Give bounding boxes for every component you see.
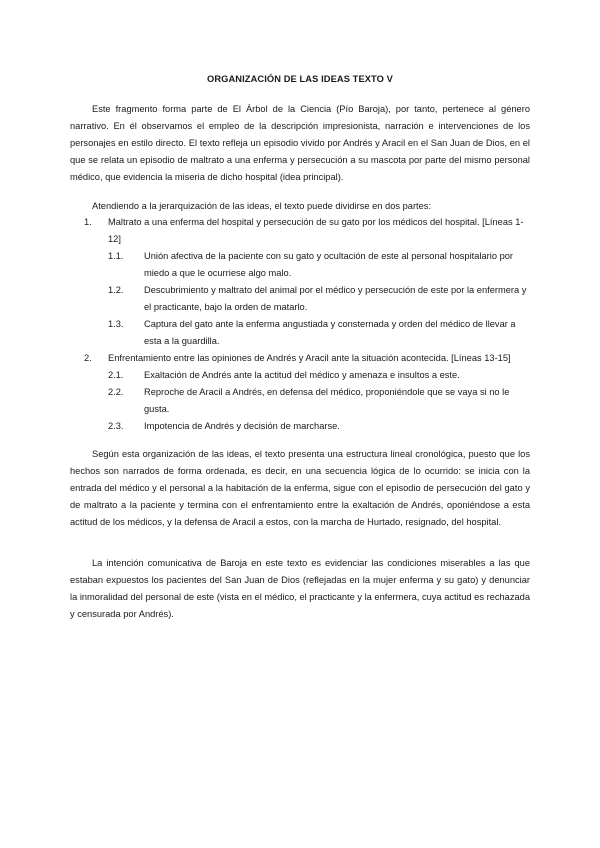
part-number: 1. — [84, 217, 92, 227]
structure-paragraph — [70, 446, 530, 531]
subpart-number: 2.3. — [108, 421, 124, 431]
subpart-number: 1.3. — [108, 319, 124, 329]
list-item-part-2 — [70, 350, 530, 367]
subpart-text: Captura del gato ante la enferma angustiada y consternada y orden del médico de llevar a esta a la guardilla. — [144, 319, 516, 346]
list-item-subpart-2-2 — [70, 384, 530, 418]
parts-list — [70, 214, 530, 435]
list-item-subpart-1-3 — [70, 316, 530, 350]
subpart-number: 2.2. — [108, 387, 124, 397]
subpart-text: Exaltación de Andrés ante la actitud del médico y amenaza e insultos a este. — [144, 370, 460, 380]
list-item-subpart-2-3 — [70, 418, 530, 435]
subpart-number: 1.1. — [108, 251, 124, 261]
subpart-text: Unión afectiva de la paciente con su gato y ocultación de este al personal hospitalario por miedo a que le ocurriese algo malo. — [144, 251, 514, 278]
intro-paragraph — [70, 101, 530, 186]
intention-paragraph-text: La intención comunicativa de Baroja en este texto es evidenciar las condiciones miserables a las que estaban expuestos los pacientes del San Juan de Dios (reflejadas en la mujer enferma y su gato) y denunciar la inmoralidad del personal de este (vista en el médico, el practicante y la enfermera, cuya actitud es rechazada y censurada por Andrés). — [70, 558, 530, 619]
list-item-subpart-1-2 — [70, 282, 530, 316]
part-number: 2. — [84, 353, 92, 363]
subpart-number: 2.1. — [108, 370, 124, 380]
list-item-part-1 — [70, 214, 530, 248]
part-text: Enfrentamiento entre las opiniones de Andrés y Aracil ante la situación acontecida. [Líneas 13-15] — [108, 353, 511, 363]
list-item-subpart-2-1 — [70, 367, 530, 384]
structure-paragraph-text: Según esta organización de las ideas, el texto presenta una estructura lineal cronológica, puesto que los hechos son narrados de forma ordenada, es decir, en una secuencia lógica de lo ocurrido: se inicia con la entrada del médico y el personal a la habitación de la enferma, sigue con el episodio de persecución del gato y de maltrato a la paciente y termina con el enfrentamiento entre la exaltación de Andrés, oponiéndose a esta actitud de los médicos, y la defensa de Aracil a estos, con la marcha de Hurtado, resignado, del hospital. — [70, 449, 530, 527]
page-title: ORGANIZACIÓN DE LAS IDEAS TEXTO V — [207, 74, 393, 84]
intro-paragraph-text: Este fragmento forma parte de El Árbol de la Ciencia (Pío Baroja), por tanto, pertenece al género narrativo. En él observamos el empleo de la descripción impresionista, narración e intervenciones de los personajes en estilo directo. El texto refleja un episodio vivido por Andrés y Aracil en el San Juan de Dios, en el que se relata un episodio de maltrato a una enferma y persecución a su mascota por parte del mismo personal médico, que evidencia la miseria de dicho hospital (idea principal). — [70, 104, 530, 182]
intention-paragraph — [70, 555, 530, 623]
division-intro: Atendiendo a la jerarquización de las ideas, el texto puede dividirse en dos partes: — [92, 201, 432, 211]
list-item-subpart-1-1 — [70, 248, 530, 282]
subpart-number: 1.2. — [108, 285, 124, 295]
subpart-text: Impotencia de Andrés y decisión de marcharse. — [144, 421, 340, 431]
subpart-text: Descubrimiento y maltrato del animal por el médico y persecución de este por la enfermera y el practicante, bajo la orden de matarlo. — [144, 285, 527, 312]
part-text: Maltrato a una enferma del hospital y persecución de su gato por los médicos del hospital. [Líneas 1-12] — [108, 217, 524, 244]
subpart-text: Reproche de Aracil a Andrés, en defensa del médico, proponiéndole que se vaya si no le gusta. — [144, 387, 510, 414]
